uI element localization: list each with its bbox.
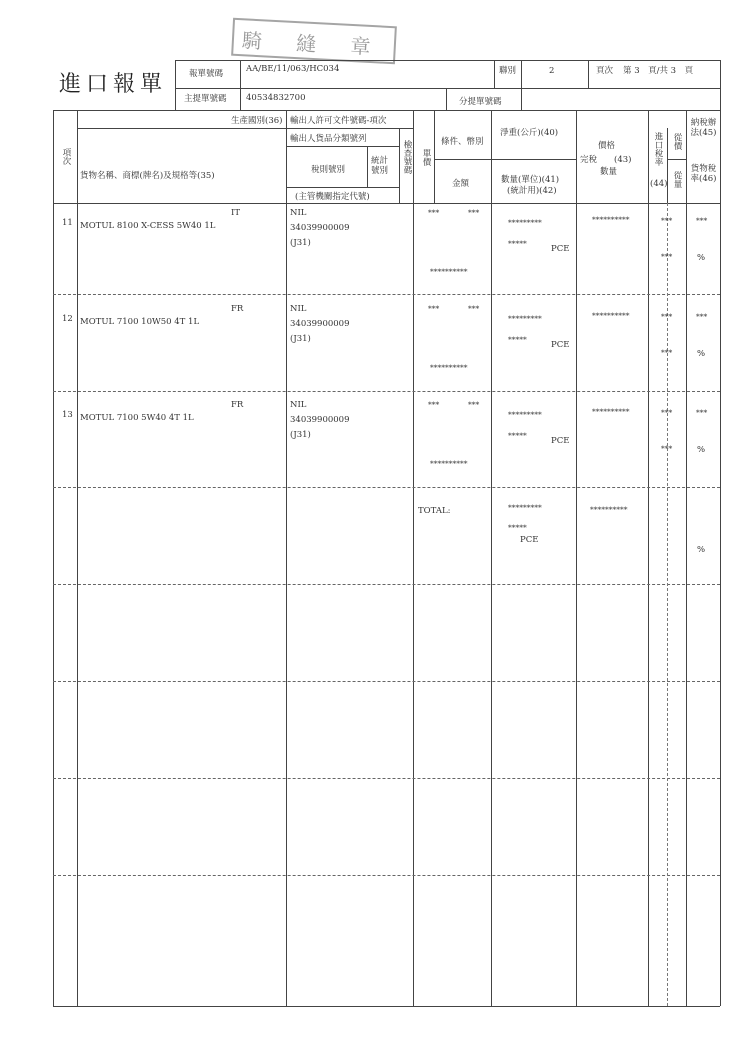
row-separator (53, 294, 720, 295)
col-line-3 (413, 110, 414, 1006)
item-terms: *** (468, 400, 480, 409)
total-unit: PCE (520, 535, 539, 545)
col-tax-method: 納稅辦法(45) (690, 118, 717, 138)
col-line-6 (648, 110, 649, 1006)
item-rate-1: *** (661, 312, 673, 321)
item-amount: ********** (430, 267, 468, 276)
total-net-weight: ********* (508, 503, 542, 512)
master-bl-label: 主提單號碼 (184, 94, 227, 104)
col-line-1 (77, 110, 78, 1006)
row-separator (53, 778, 720, 779)
col-specific: 從量 (672, 171, 682, 188)
item-rate-2: *** (661, 252, 673, 261)
row-separator (53, 584, 720, 585)
item-origin: IT (231, 208, 241, 218)
header-divider-v4 (588, 60, 589, 88)
declaration-no-value: AA/BE/11/063/HC034 (246, 64, 340, 74)
item-percent: % (697, 349, 706, 359)
item-net-weight: ********* (508, 410, 542, 419)
col-duty-value: 完稅 (43) (580, 155, 632, 165)
col-line-7 (686, 110, 687, 1006)
col-line-2 (286, 110, 287, 1006)
item-percent: % (697, 445, 706, 455)
hdr-line-rate (667, 159, 686, 160)
col-terms: 條件、幣別 (441, 137, 484, 147)
item-origin: FR (231, 400, 244, 410)
col-authority-code: (主管機關指定代號) (295, 192, 370, 202)
item-duty-value: ********** (592, 311, 630, 320)
grid-bottom-border (53, 1006, 720, 1007)
header-border-top (175, 60, 720, 61)
col-import-duty-rate-no: (44) (650, 179, 668, 189)
total-qty: ***** (508, 523, 527, 532)
item-unit-price: *** (428, 400, 440, 409)
total-duty-value: ********** (590, 505, 628, 514)
item-description: MOTUL 8100 X-CESS 5W40 1L (80, 221, 216, 231)
item-net-weight: ********* (508, 314, 542, 323)
item-no: 13 (62, 410, 73, 420)
item-duty-value: ********** (592, 215, 630, 224)
copy-label: 聯別 (499, 66, 517, 76)
item-tariff: 34039900009 (290, 319, 350, 329)
item-tax-method: *** (696, 216, 708, 225)
col-amount: 金額 (452, 179, 470, 189)
total-percent: % (697, 545, 706, 555)
hdr-line-a (78, 128, 286, 129)
house-bl-label: 分提單號碼 (459, 97, 502, 107)
col-inspection: 檢查號碼 (402, 140, 412, 174)
item-tax-method: *** (696, 408, 708, 417)
item-authority-code: (J31) (290, 238, 311, 248)
header-divider-v5 (446, 88, 447, 110)
header-divider-v2 (494, 60, 495, 88)
header-left-border (175, 60, 176, 110)
col-tariff-no: 稅則號別 (311, 165, 346, 175)
item-qty: ***** (508, 335, 527, 344)
item-tariff: 34039900009 (290, 415, 350, 425)
header-right-border (720, 60, 721, 110)
item-amount: ********** (430, 363, 468, 372)
grid-left-border (53, 110, 54, 1006)
rate-col-dashed (667, 203, 668, 1006)
declaration-no-label: 報單號碼 (189, 69, 224, 79)
hdr-vline-stat (367, 146, 368, 187)
item-no: 11 (62, 218, 73, 228)
col-import-duty-rate: 進口稅率 (653, 132, 663, 166)
item-authority-code: (J31) (290, 430, 311, 440)
hdr-line-c (287, 146, 399, 147)
item-qty: ***** (508, 431, 527, 440)
col-net-weight: 淨重(公斤)(40) (500, 128, 559, 138)
item-net-weight: ********* (508, 218, 542, 227)
header-divider-v1 (240, 60, 241, 110)
row-separator (53, 487, 720, 488)
col-ad-valorem: 從價 (672, 133, 682, 150)
item-unit: PCE (551, 436, 570, 446)
item-rate-1: *** (661, 408, 673, 417)
item-permit: NIL (290, 400, 307, 410)
column-header-bottom (53, 203, 720, 204)
item-origin: FR (231, 304, 244, 314)
col-quantity-label: 數量 (600, 167, 618, 177)
item-percent: % (697, 253, 706, 263)
copy-value: 2 (549, 66, 555, 76)
header-divider (175, 88, 720, 89)
col-line-4 (491, 110, 492, 1006)
col-item-no: 項次 (61, 148, 71, 165)
item-description: MOTUL 7100 10W50 4T 1L (80, 317, 200, 327)
col-line-5 (576, 110, 577, 1006)
col-quantity-stat: (統計用)(42) (507, 186, 557, 196)
item-unit: PCE (551, 340, 570, 350)
grid-right-border (720, 110, 721, 1006)
total-label: TOTAL: (418, 506, 451, 516)
row-separator (53, 391, 720, 392)
grid-top-border (53, 110, 720, 111)
col-origin: 生產國別(36) (231, 116, 283, 126)
item-terms: *** (468, 304, 480, 313)
hdr-line-terms (434, 159, 491, 160)
col-price-label: 價格 (598, 141, 616, 151)
hdr-vline-rate (667, 128, 668, 203)
item-terms: *** (468, 208, 480, 217)
item-qty: ***** (508, 239, 527, 248)
hdr-line-weight (491, 159, 576, 160)
item-duty-value: ********** (592, 407, 630, 416)
hdr-line-b (287, 128, 413, 129)
item-description: MOTUL 7100 5W40 4T 1L (80, 413, 194, 423)
item-unit-price: *** (428, 208, 440, 217)
hdr-vline-price (434, 110, 435, 203)
header-divider-v3 (521, 60, 522, 110)
item-rate-1: *** (661, 216, 673, 225)
item-tax-method: *** (696, 312, 708, 321)
hdr-line-d (287, 187, 399, 188)
col-unit-price: 單價 (421, 149, 431, 166)
item-tariff: 34039900009 (290, 223, 350, 233)
seal-stamp: 騎 縫 章 (231, 18, 397, 65)
master-bl-value: 40534832700 (246, 93, 306, 103)
item-amount: ********** (430, 459, 468, 468)
item-rate-2: *** (661, 444, 673, 453)
col-exporter-class: 輸出人貨品分類號列 (290, 134, 367, 144)
item-no: 12 (62, 314, 73, 324)
item-unit-price: *** (428, 304, 440, 313)
col-export-permit: 輸出人許可文件號碼-項次 (290, 116, 387, 126)
col-goods-tax-rate: 貨物稅率(46) (690, 164, 717, 184)
item-rate-2: *** (661, 348, 673, 357)
item-permit: NIL (290, 304, 307, 314)
row-separator (53, 681, 720, 682)
page-of: 第 3 頁/共 3 頁 (623, 66, 694, 76)
row-separator (53, 875, 720, 876)
col-stat-no: 統計號別 (371, 156, 389, 176)
hdr-vline-inspection (399, 128, 400, 203)
item-unit: PCE (551, 244, 570, 254)
page-label: 頁次 (596, 66, 614, 76)
item-permit: NIL (290, 208, 307, 218)
col-description: 貨物名稱、商標(牌名)及規格等(35) (80, 171, 215, 181)
page-title: 進口報單 (59, 72, 168, 97)
col-quantity: 數量(單位)(41) (501, 175, 560, 185)
item-authority-code: (J31) (290, 334, 311, 344)
